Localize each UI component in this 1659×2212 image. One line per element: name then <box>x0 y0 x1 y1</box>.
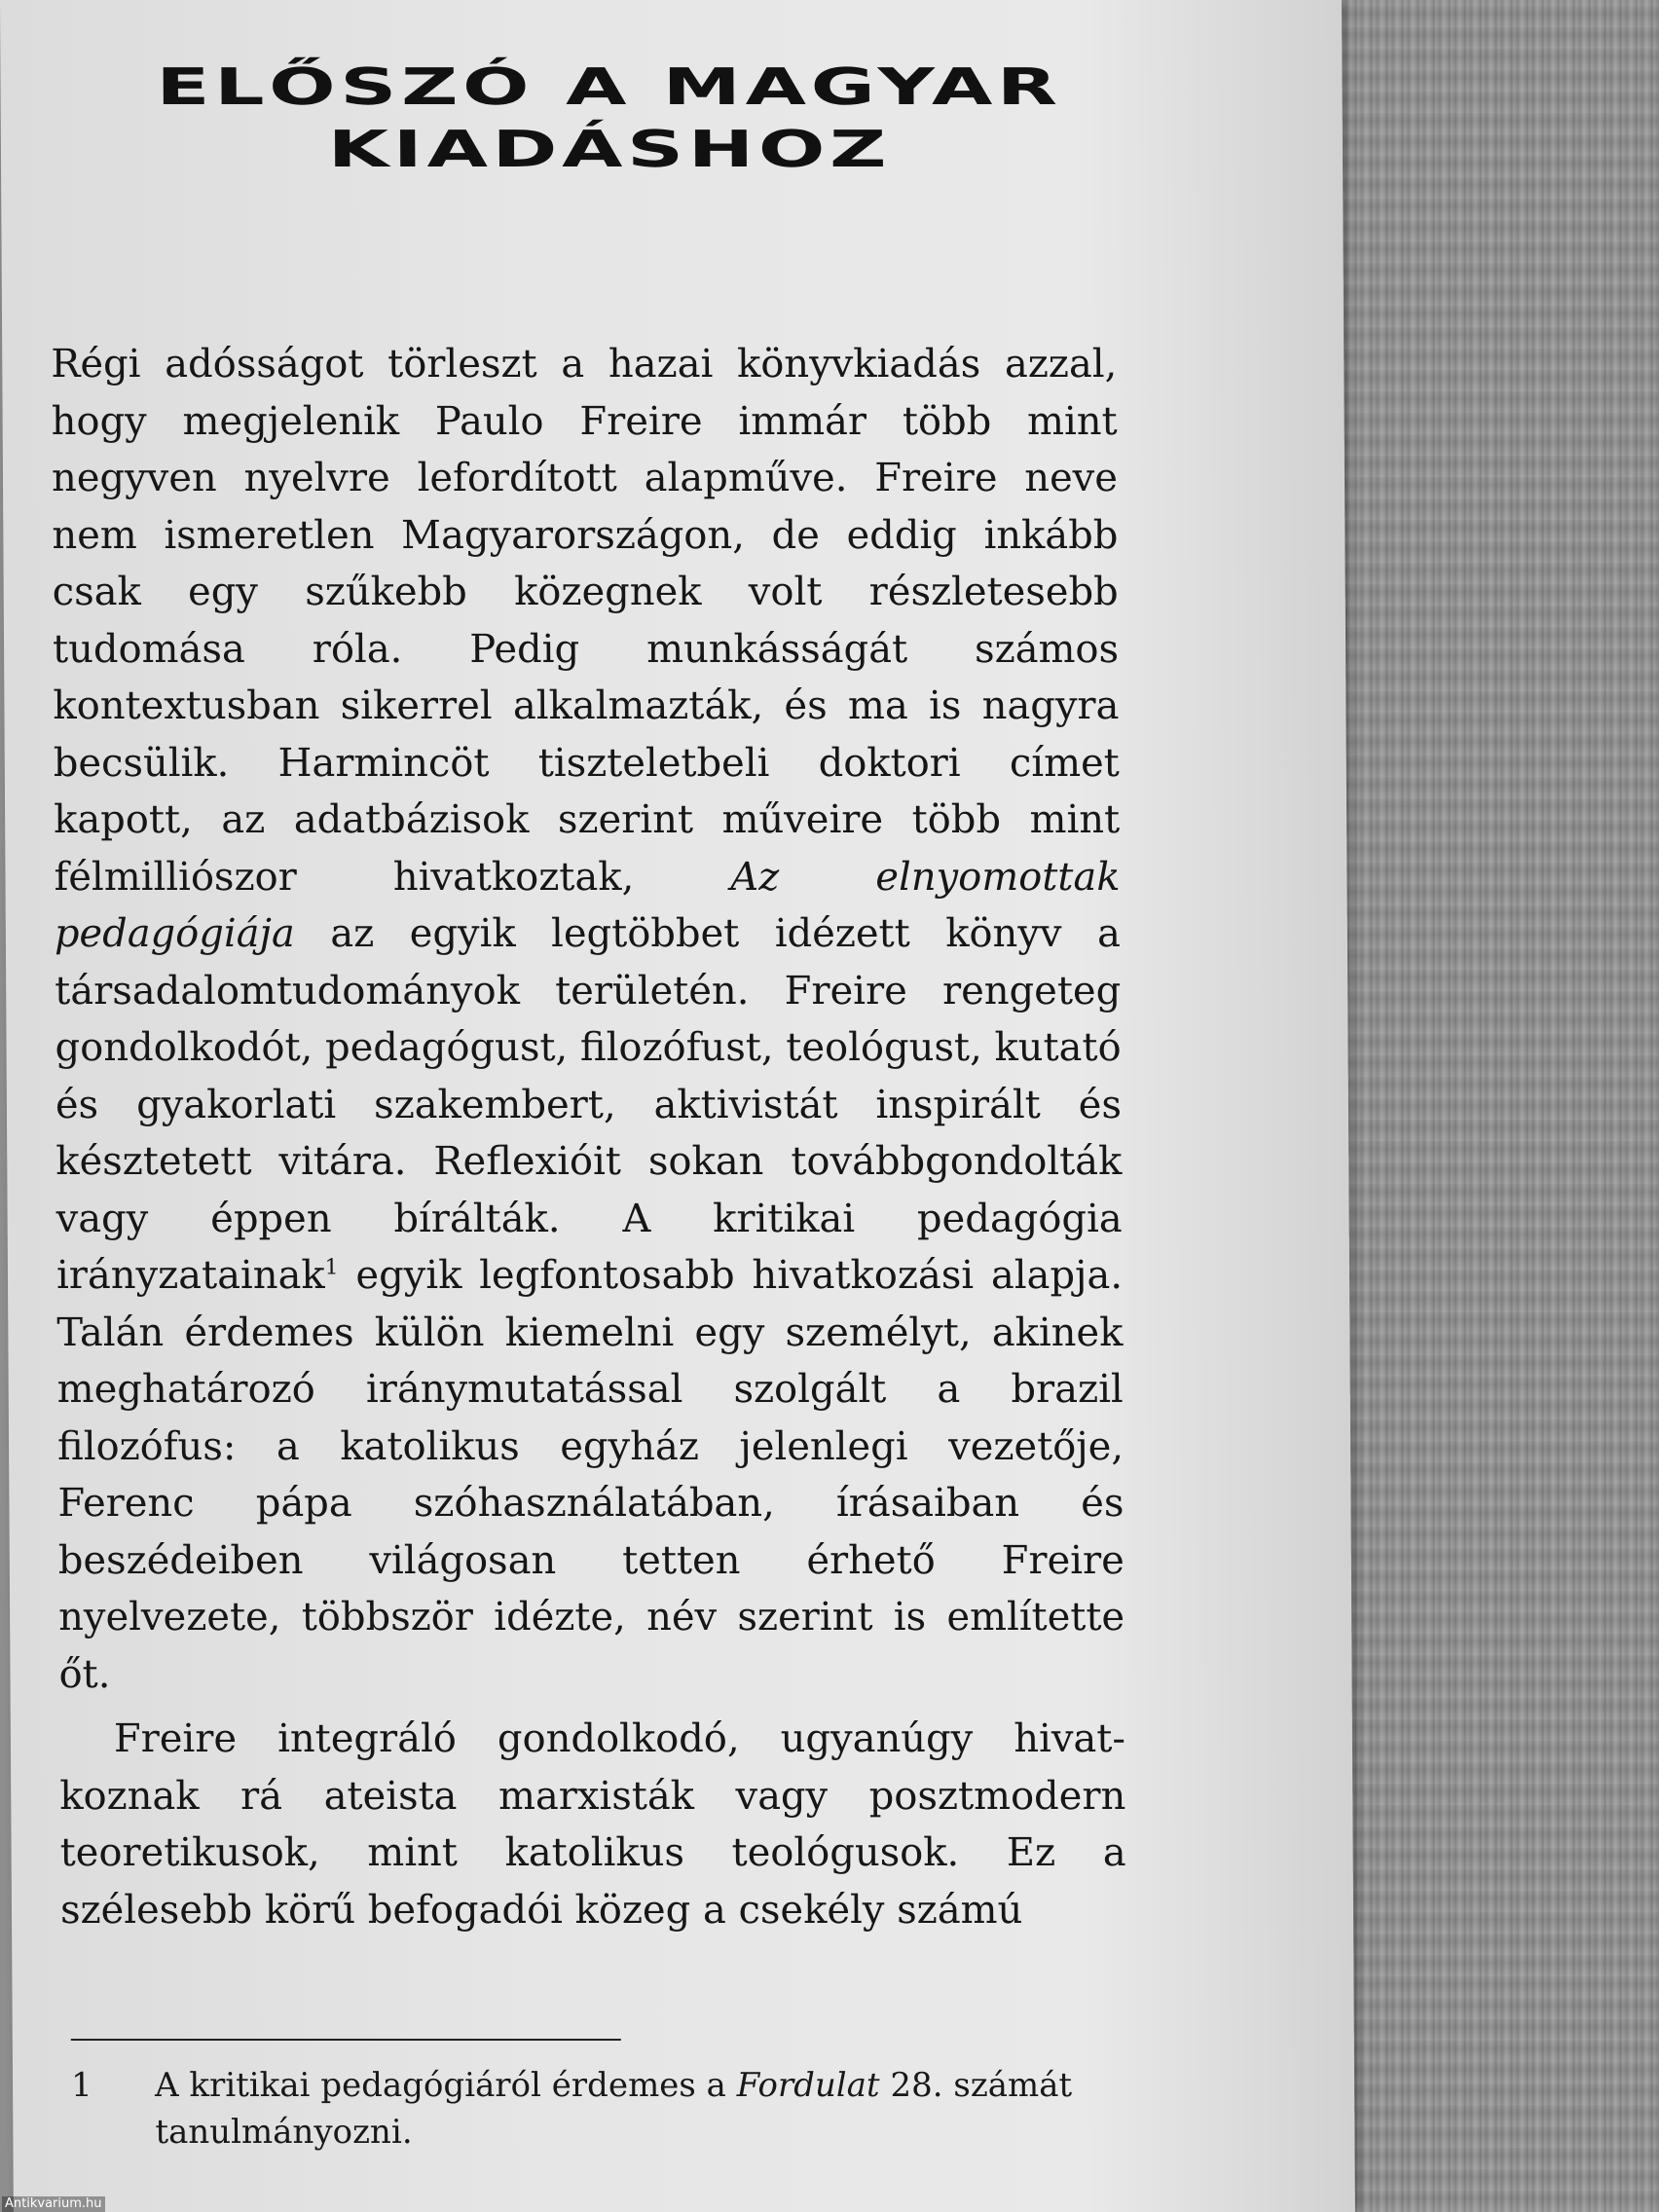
footnote-divider <box>71 2039 621 2041</box>
paragraph-1 <box>51 336 1125 1703</box>
body-text <box>51 336 1126 1938</box>
paragraph-2: Freire integráló gondolkodó, ugyanúgy hivatkoznak rá ateista marxisták vagy posztmodern teoretikusok, mint katolikus teológusok. Ez a szélesebb körű befogadói közeg a csekély számú <box>59 1716 1126 1933</box>
footnote-number: 1 <box>70 2066 92 2105</box>
footnote-text-b: 28. számát tanulmányozni. <box>155 2066 1073 2152</box>
title-line-2: KIADÁSHOZ <box>327 121 892 179</box>
watermark: Antikvarium.hu <box>2 2196 105 2212</box>
footnote-journal-italic: Fordulat <box>736 2066 880 2105</box>
page-title <box>0 56 1553 181</box>
title-line-1: ELŐSZÓ A MAGYAR <box>156 58 1062 117</box>
paragraph-1-part-c: egyik legfontosabb hivatkozási alapja. Talán érdemes külön kiemelni egy személyt, akinek meghatározó iránymutatással szolgált a brazil filozófus: a katolikus egyház jelenlegi vezetője, Ferenc pápa szóhasználatában, írásaiban és beszédeiben világosan tetten érhető Freire nyelvezete, többször idézte, név szerint is említette őt. <box>56 1253 1125 1697</box>
paragraph-1-part-a: Régi adósságot törleszt a hazai könyvkiadás azzal, hogy megjelenik Paulo Freire immár több mint negyven nyelvre lefordított alapműve. Freire neve nem ismeretlen Magyarországon, de eddig inkább csak egy szűkebb közegnek volt részletesebb tudomása róla. Pedig munkásságát számos kontextusban sikerrel alkalmazták, és ma is nagyra becsülik. Harmincöt tiszteletbeli doktori címet kapott, az adatbázisok szerint műveire több mint félmilliószor hivatkoztak, <box>51 342 1121 900</box>
footnote-text <box>155 2062 1139 2156</box>
footnote-reference: 1 <box>324 1255 339 1280</box>
book-title-italic: Az elnyomottak pedagógiája <box>54 854 1121 956</box>
paragraph-1-part-b: az egyik legtöbbet idézett könyv a társadalomtudományok területén. Freire rengeteg gondolkodót, pedagógust, filozófust, teológust, kutató és gyakorlati szakembert, aktivistát inspirált és késztetett vitára. Reflexióit sokan továbbgondolták vagy éppen bírálták. A kritikai pedagógia irányzatainak <box>55 911 1123 1298</box>
background-surface <box>1324 0 1659 2212</box>
footnote-text-a: A kritikai pedagógiáról érdemes a <box>154 2066 737 2105</box>
